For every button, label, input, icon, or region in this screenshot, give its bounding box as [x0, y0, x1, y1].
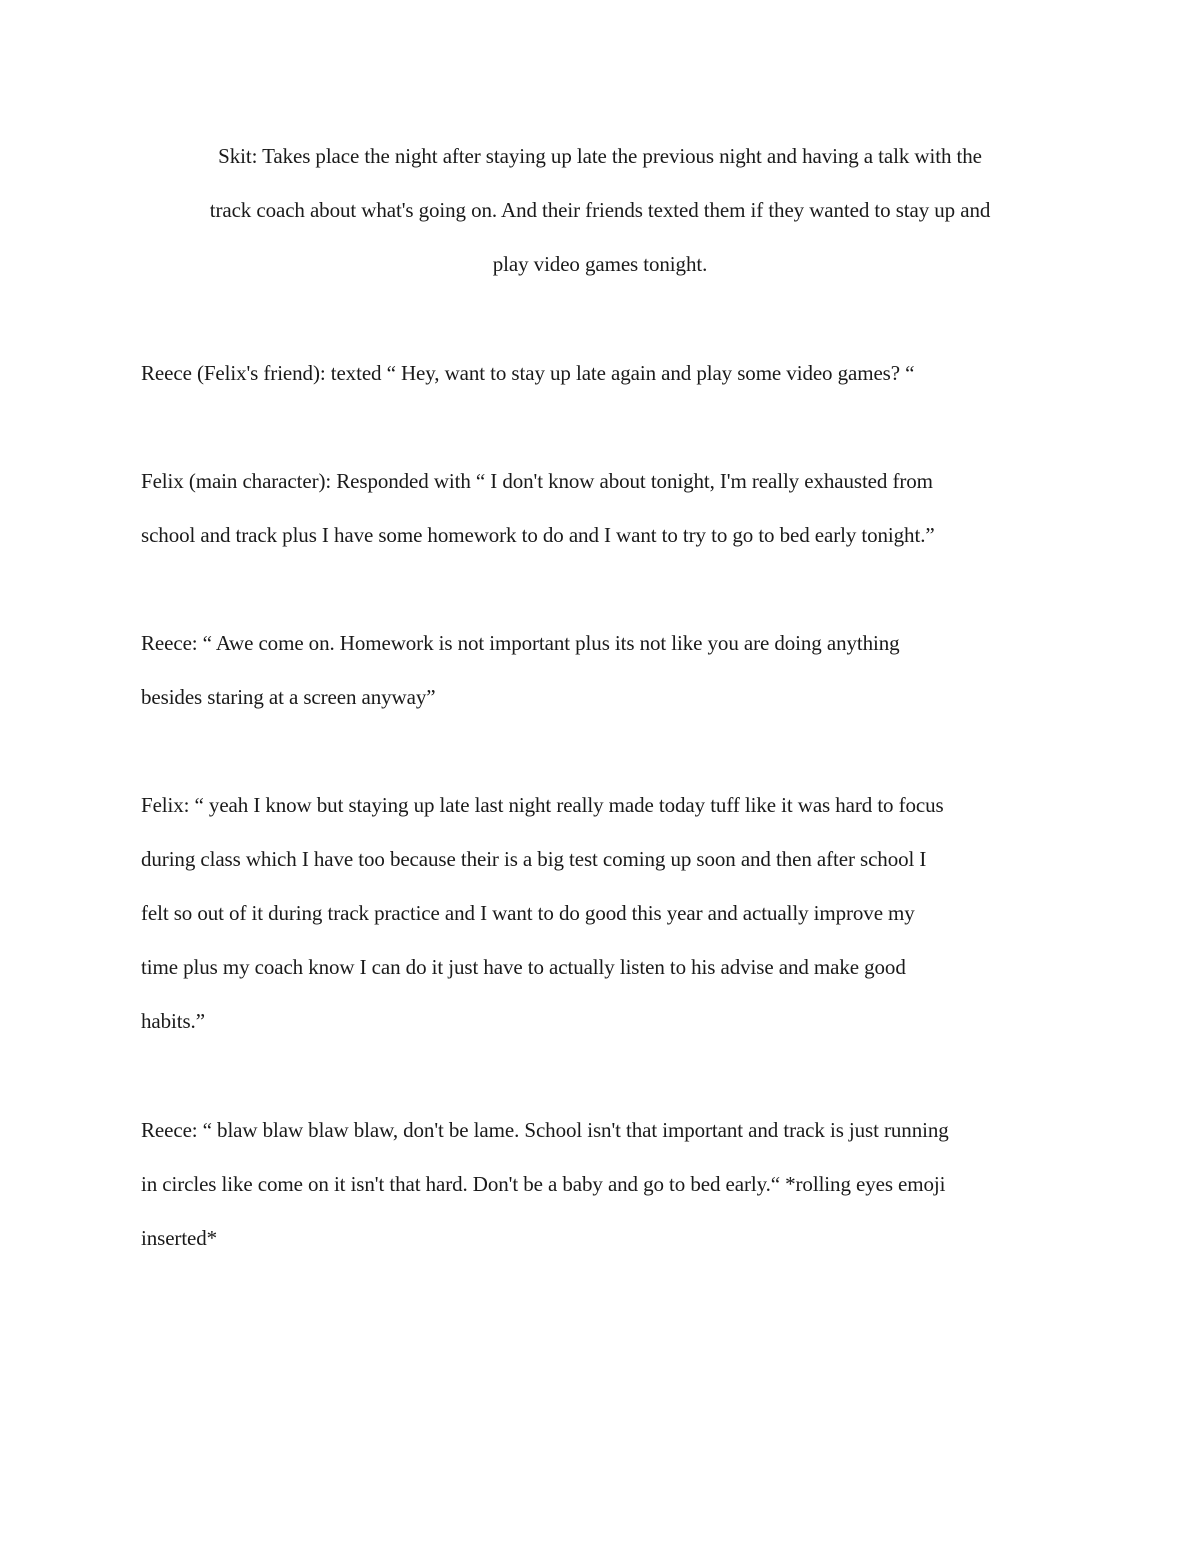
- dialogue-line: during class which I have too because their is a big test coming up soon and then after school I: [141, 847, 927, 871]
- dialogue-line: habits.”: [141, 1009, 205, 1033]
- dialogue-line: felt so out of it during track practice and I want to do good this year and actually improve my: [141, 901, 915, 925]
- dialogue-line: school and track plus I have some homework to do and I want to try to go to bed early tonight.”: [141, 523, 935, 547]
- dialogue-line: in circles like come on it isn't that hard. Don't be a baby and go to bed early.“ *rolling eyes emoji: [141, 1172, 946, 1196]
- dialogue-line: time plus my coach know I can do it just have to actually listen to his advise and make good: [141, 955, 906, 979]
- dialogue-line: Felix (main character): Responded with “ I don't know about tonight, I'm really exhausted from: [141, 469, 933, 493]
- intro-line: track coach about what's going on. And their friends texted them if they wanted to stay up and: [209, 198, 991, 222]
- dialogue-line: Reece (Felix's friend): texted “ Hey, want to stay up late again and play some video games? “: [141, 361, 915, 385]
- dialogue-line: Reece: “ Awe come on. Homework is not important plus its not like you are doing anything: [141, 631, 900, 655]
- dialogue-line: inserted*: [141, 1226, 218, 1250]
- intro-line: play video games tonight.: [492, 252, 708, 276]
- dialogue-line: Felix: “ yeah I know but staying up late last night really made today tuff like it was hard to focus: [141, 793, 944, 817]
- dialogue-line: besides staring at a screen anyway”: [141, 685, 436, 709]
- intro-line: Skit: Takes place the night after staying up late the previous night and having a talk with the: [218, 144, 982, 168]
- dialogue-line: Reece: “ blaw blaw blaw blaw, don't be lame. School isn't that important and track is just running: [141, 1118, 949, 1142]
